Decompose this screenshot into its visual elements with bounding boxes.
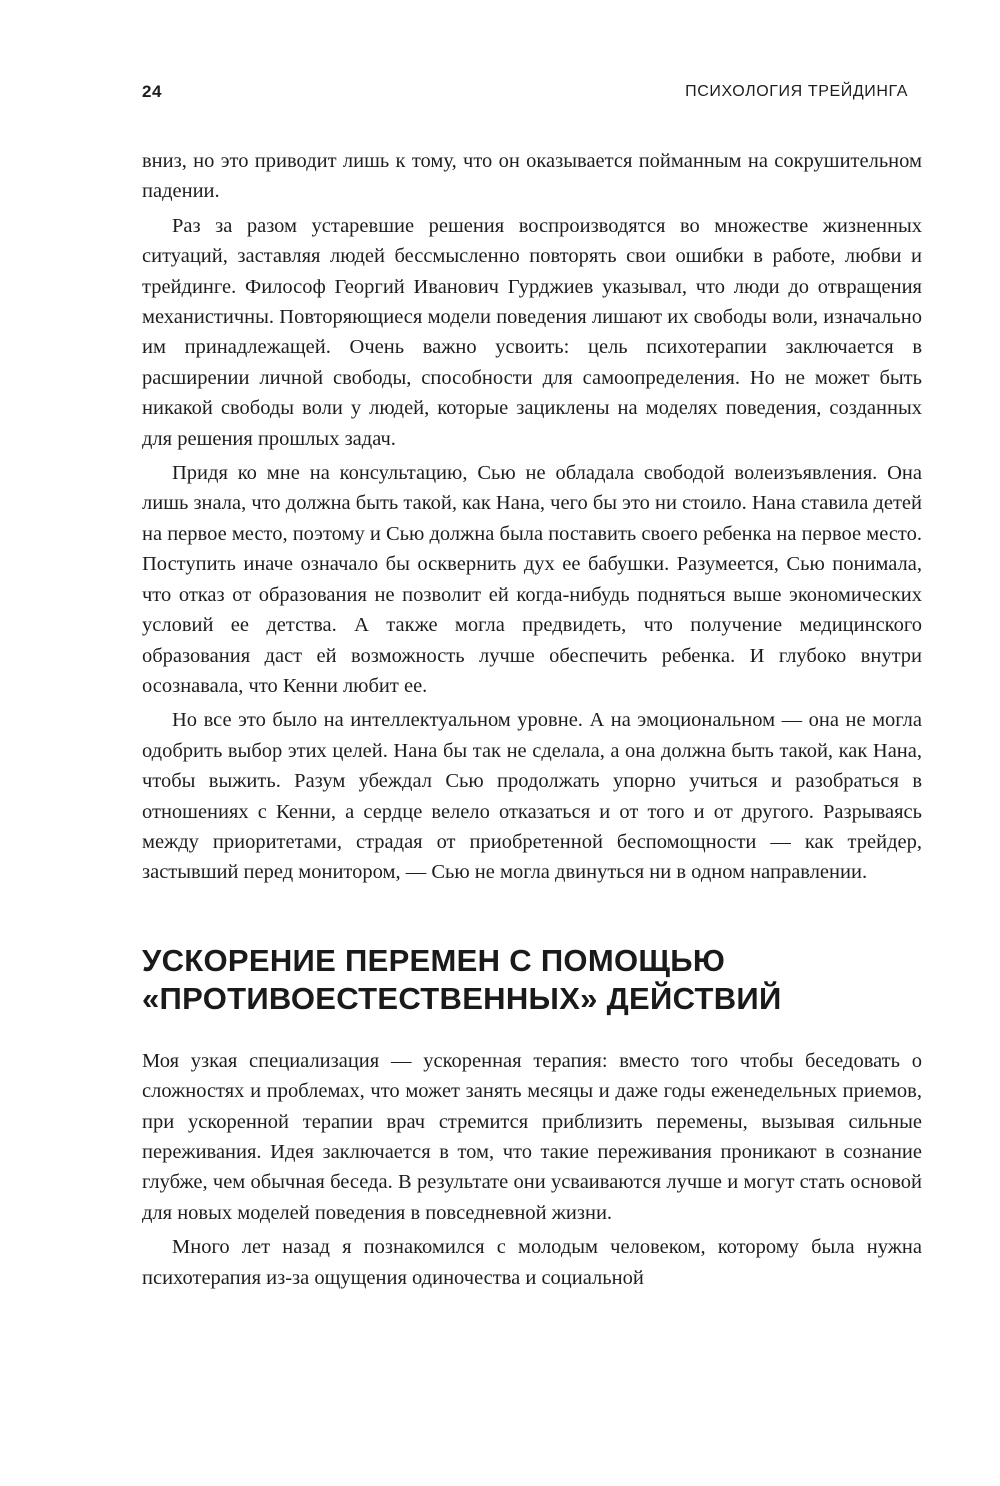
section-heading-line-1: УСКОРЕНИЕ ПЕРЕМЕН С ПОМОЩЬЮ	[142, 942, 726, 978]
paragraph: Моя узкая специализация — ускоренная терапия: вместо того чтобы беседовать о сложностях и проблемах, что может занять месяцы и даже годы еженедельных приемов, при ускоренной терапии врач стремится приблизить перемены, вызывая сильные переживания. Идея заключается в том, что такие переживания проникают в сознание глубже, чем обычная беседа. В результате они усваиваются лучше и могут стать основой для новых моделей поведения в повседневной жизни.	[142, 1049, 922, 1224]
section-heading	[142, 942, 922, 1018]
paragraph: Много лет назад я познакомился с молодым человеком, которому была нужна психотерапия из-за ощущения одиночества и социальной	[142, 1236, 922, 1289]
paragraph: Придя ко мне на консультацию, Сью не обладала свободой волеизъявления. Она лишь знала, что должна быть такой, как Нана, чего бы это ни стоило. Нана ставила детей на первое место, поэтому и Сью должна была поставить своего ребенка на первое место. Поступить иначе означало бы осквернить дух ее бабушки. Разумеется, Сью понимала, что отказ от образования не позволит ей когда-нибудь подняться выше экономических условий ее детства. А также могла предвидеть, что получение медицинского образования даст ей возможность лучше обеспечить ребенка. И глубоко внутри осознавала, что Кенни любит ее.	[142, 462, 922, 697]
section-heading-line-2: «ПРОТИВОЕСТЕСТВЕННЫХ» ДЕЙСТВИЙ	[142, 980, 782, 1016]
paragraph: Раз за разом устаревшие решения воспроизводятся во множестве жизненных ситуаций, заставляя людей бессмысленно повторять свои ошибки в работе, любви и трейдинге. Философ Георгий Иванович Гурджиев указывал, что люди до отвращения механистичны. Повторяющиеся модели поведения лишают их свободы воли, изначально им принадлежащей. Очень важно усвоить: цель психотерапии заключается в расширении личной свободы, способности для самоопределения. Но не может быть никакой свободы воли у людей, которые зациклены на моделях поведения, созданных для решения прошлых задач.	[142, 214, 922, 450]
running-title: ПСИХОЛОГИЯ ТРЕЙДИНГА	[685, 83, 908, 100]
running-header	[142, 80, 908, 104]
paragraph-continued: вниз, но это приводит лишь к тому, что он оказывается пойманным на сокрушительном падении.	[142, 150, 922, 203]
page-number: 24	[142, 82, 162, 101]
paragraph: Но все это было на интеллектуальном уровне. А на эмоциональном — она не могла одобрить выбор этих целей. Нана бы так не сделала, а она должна быть такой, как Нана, чтобы выжить. Разум убеждал Сью продолжать упорно учиться и разобраться в отношениях с Кенни, а сердце велело отказаться и от того и от другого. Разрываясь между приоритетами, страдая от приобретенной беспомощности — как трейдер, застывший перед монитором, — Сью не могла двинуться ни в одном направлении.	[142, 709, 922, 884]
page-body	[142, 146, 922, 1293]
